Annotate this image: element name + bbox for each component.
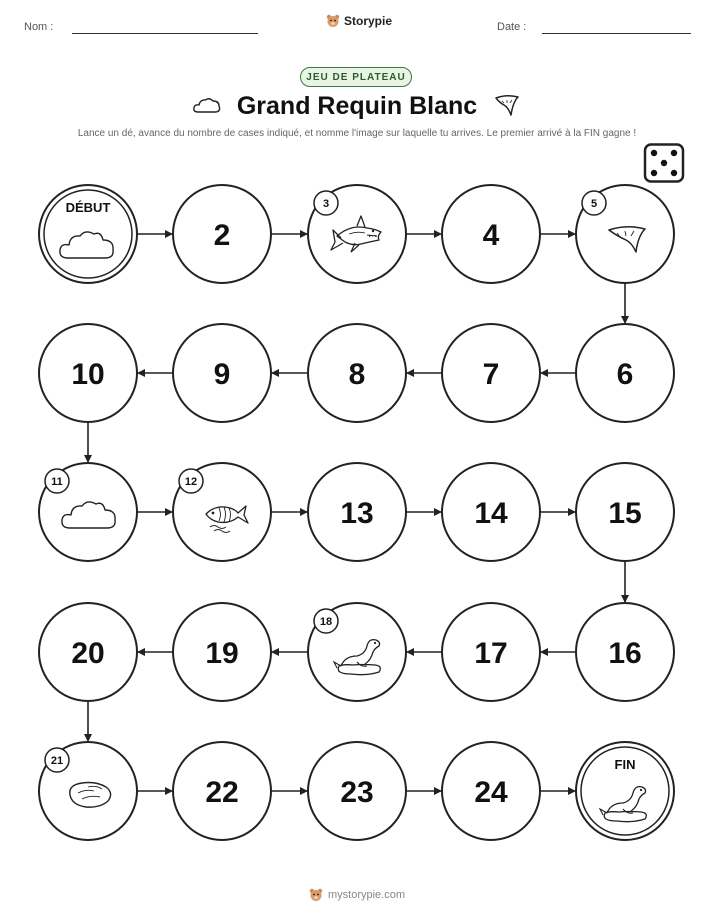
board-cell-12[interactable]	[173, 463, 271, 561]
brand-name: Storypie	[344, 14, 393, 28]
board-cell-23[interactable]	[308, 742, 406, 840]
board-cell-7[interactable]	[442, 324, 540, 422]
cell-number: 6	[616, 358, 634, 391]
cell-number: 2	[213, 219, 231, 252]
board-cell-20[interactable]	[39, 603, 137, 701]
board-cell-2[interactable]	[173, 185, 271, 283]
cell-badge-number: 5	[590, 198, 598, 210]
cell-number: 10	[71, 358, 105, 391]
board-cell-3[interactable]	[308, 185, 406, 283]
start-label: DÉBUT	[65, 200, 111, 215]
board-cell-4[interactable]	[442, 185, 540, 283]
page-title: Grand Requin Blanc	[236, 92, 478, 120]
cell-number: 13	[340, 497, 374, 530]
cell-badge-number: 11	[51, 476, 63, 488]
board-cell-17[interactable]	[442, 603, 540, 701]
cell-number: 17	[474, 637, 508, 670]
date-label: Date :	[497, 21, 527, 33]
board-cell-9[interactable]	[173, 324, 271, 422]
board-cell-22[interactable]	[173, 742, 271, 840]
cell-number: 8	[348, 358, 366, 391]
cell-number: 9	[213, 358, 231, 391]
board-cell-14[interactable]	[442, 463, 540, 561]
cell-badge-number: 12	[184, 476, 198, 488]
board-cell-11[interactable]	[39, 463, 137, 561]
cell-badge-number: 18	[319, 616, 333, 628]
cell-number: 22	[205, 776, 239, 809]
cell-number: 15	[608, 497, 642, 530]
cell-number: 14	[474, 497, 508, 530]
cell-number: 16	[608, 637, 642, 670]
cell-badge-number: 21	[50, 755, 64, 767]
bear-logo-icon	[309, 888, 323, 902]
cell-number: 20	[71, 637, 105, 670]
cell-number: 7	[482, 358, 500, 391]
board-cell-6[interactable]	[576, 324, 674, 422]
cell-badge-number: 3	[322, 198, 330, 210]
board-cell-13[interactable]	[308, 463, 406, 561]
finish-label: FIN	[614, 757, 636, 772]
board-cell-1[interactable]	[39, 185, 137, 283]
name-label: Nom :	[24, 21, 54, 33]
cell-number: 24	[474, 776, 508, 809]
board-cell-19[interactable]	[173, 603, 271, 701]
cell-number: 19	[205, 637, 239, 670]
board-cell-10[interactable]	[39, 324, 137, 422]
footer	[0, 888, 714, 902]
board-cell-25[interactable]	[576, 742, 674, 840]
board-cell-16[interactable]	[576, 603, 674, 701]
board-cell-18[interactable]	[308, 603, 406, 701]
board-cell-8[interactable]	[308, 324, 406, 422]
instructions: Lance un dé, avance du nombre de cases indiqué, et nomme l'image sur laquelle tu arrives. Le premier arrivé à la FIN gagne !	[77, 128, 637, 139]
footer-url[interactable]: mystorypie.com	[327, 889, 406, 901]
board-cell-15[interactable]	[576, 463, 674, 561]
board-cell-24[interactable]	[442, 742, 540, 840]
cell-number: 23	[340, 776, 374, 809]
game-type-tag: JEU DE PLATEAU	[300, 67, 412, 87]
board-cell-5[interactable]	[576, 185, 674, 283]
board-cell-21[interactable]	[39, 742, 137, 840]
cell-number: 4	[482, 219, 500, 252]
